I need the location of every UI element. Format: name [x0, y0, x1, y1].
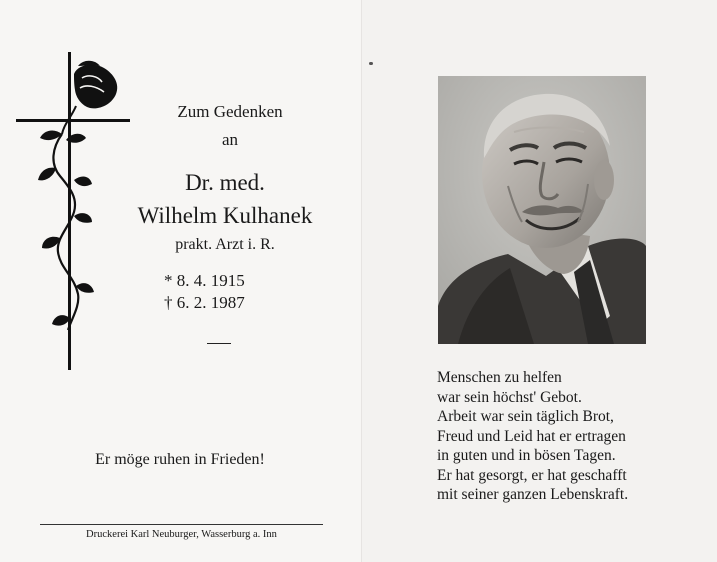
- closing-blessing: Er möge ruhen in Frieden!: [95, 451, 265, 468]
- deceased-name: Wilhelm Kulhanek: [137, 203, 313, 228]
- poem-line: mit seiner ganzen Lebenskraft.: [437, 486, 629, 503]
- printer-credit: Druckerei Karl Neuburger, Wasserburg a. Inn: [86, 529, 277, 540]
- poem-line: Menschen zu helfen: [437, 369, 562, 386]
- poem-line: Freud und Leid hat er ertragen: [437, 427, 626, 445]
- memorial-poem: [437, 368, 687, 505]
- poem-line: Arbeit war sein täglich Brot,: [437, 408, 614, 425]
- profession: prakt. Arzt i. R.: [175, 236, 275, 253]
- poem-line: in guten und in bösen Tagen.: [437, 447, 616, 464]
- printer-divider: [40, 524, 323, 525]
- heading-in-memory: Zum Gedenken: [177, 102, 283, 121]
- death-date: † 6. 2. 1987: [164, 293, 245, 312]
- academic-title: Dr. med.: [185, 170, 265, 195]
- divider: [207, 343, 231, 344]
- poem-line: Er hat gesorgt, er hat geschafft: [437, 466, 627, 484]
- birth-date: * 8. 4. 1915: [164, 271, 245, 290]
- portrait-photo: [438, 76, 646, 344]
- poem-line: war sein höchst' Gebot.: [437, 388, 582, 406]
- heading-to: an: [221, 130, 239, 149]
- paper-speck: [369, 62, 373, 65]
